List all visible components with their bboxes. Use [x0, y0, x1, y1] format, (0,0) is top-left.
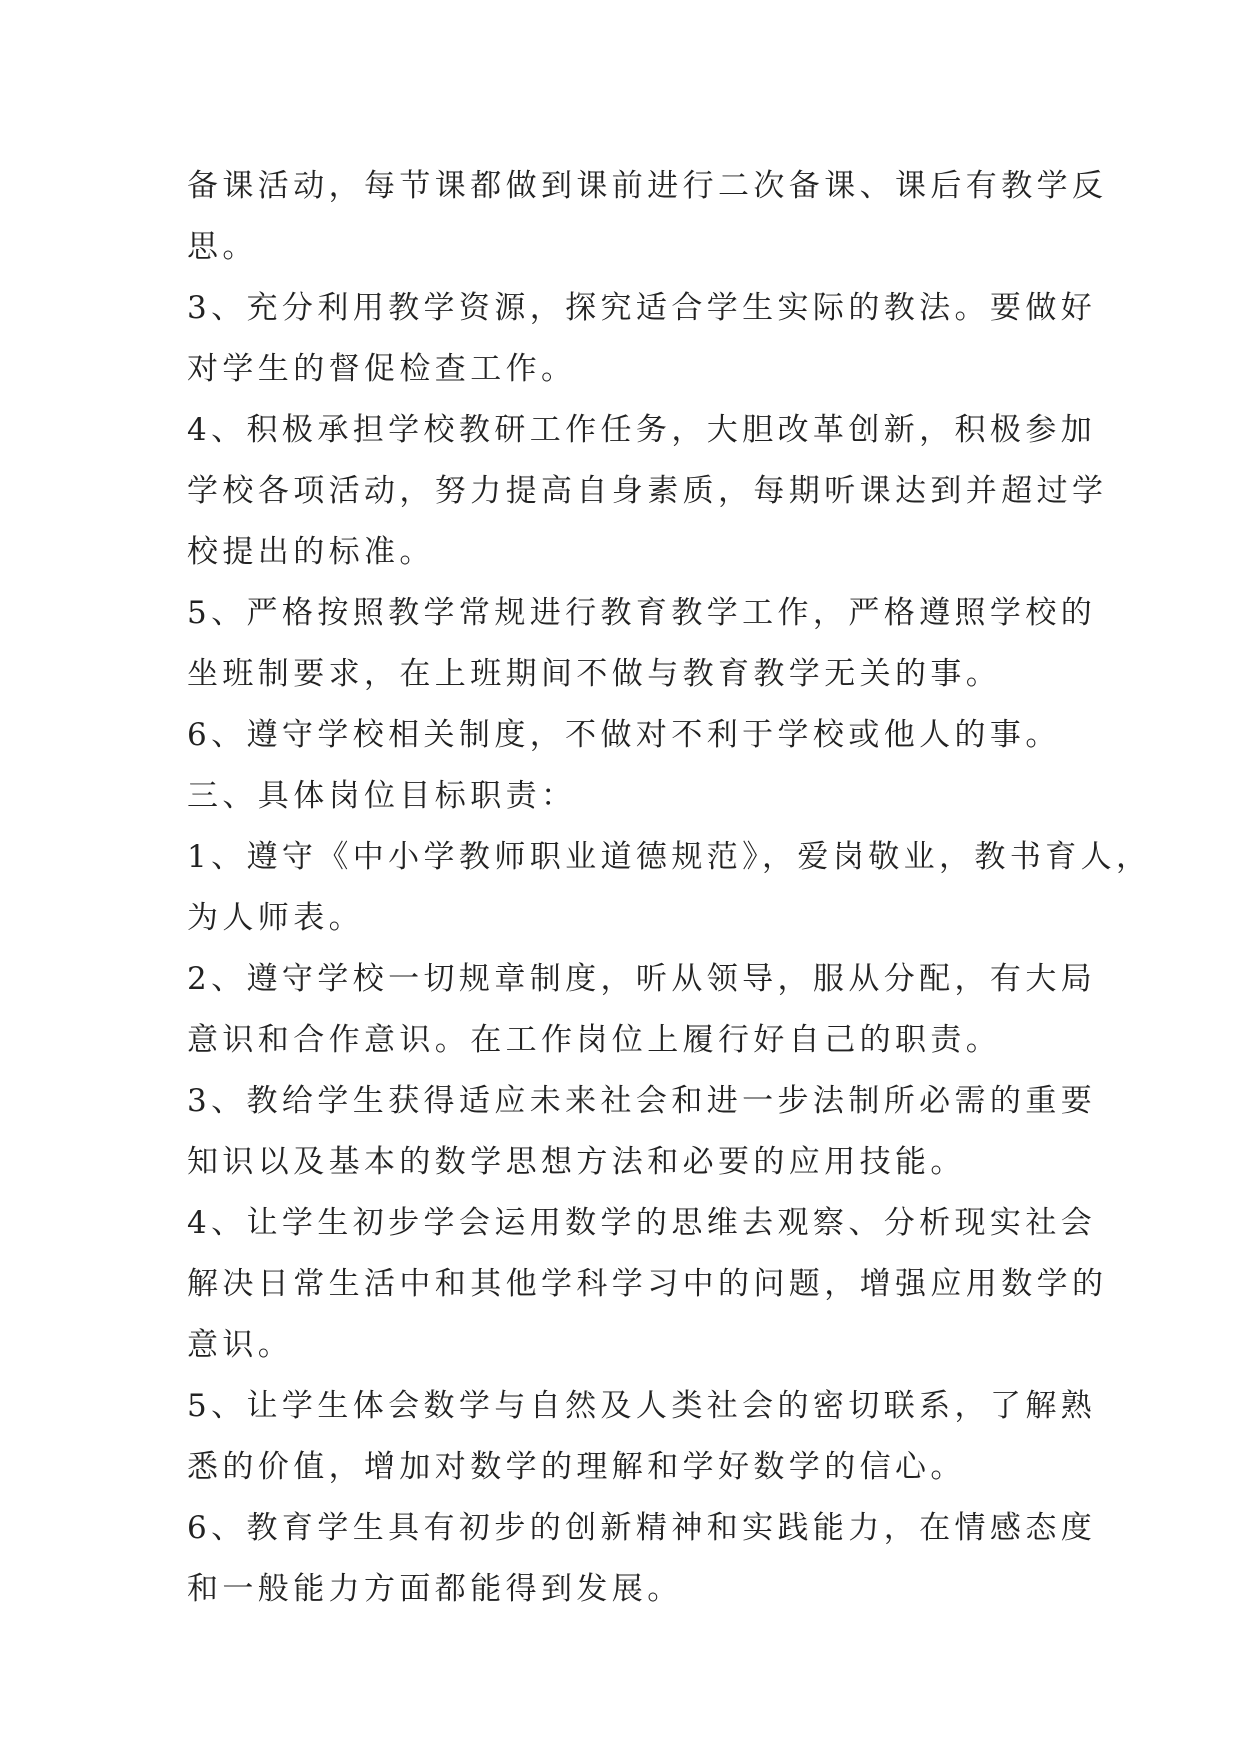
text-line: 6、教育学生具有初步的创新精神和实践能力，在情感态度 [187, 1510, 1097, 1546]
text-line: 3、教给学生获得适应未来社会和进一步法制所必需的重要 [187, 1083, 1097, 1119]
text-line: 校提出的标准。 [187, 534, 435, 570]
text-line: 对学生的督促检查工作。 [187, 351, 577, 387]
text-line: 备课活动，每节课都做到课前进行二次备课、课后有教学反 [187, 168, 1108, 204]
text-line: 坐班制要求，在上班期间不做与教育教学无关的事。 [187, 656, 1002, 692]
text-line: 悉的价值，增加对数学的理解和学好数学的信心。 [187, 1449, 966, 1485]
text-line: 思。 [187, 229, 258, 265]
text-line: 5、严格按照教学常规进行教育教学工作，严格遵照学校的 [187, 595, 1097, 631]
text-line: 学校各项活动，努力提高自身素质，每期听课达到并超过学 [187, 473, 1108, 509]
text-line: 4、积极承担学校教研工作任务，大胆改革创新，积极参加 [187, 412, 1097, 448]
text-line: 2、遵守学校一切规章制度，听从领导，服从分配，有大局 [187, 961, 1097, 997]
text-line: 知识以及基本的数学思想方法和必要的应用技能。 [187, 1144, 966, 1180]
text-line: 意识。 [187, 1327, 294, 1363]
text-line: 1、遵守《中小学教师职业道德规范》，爱岗敬业，教书育人， [187, 839, 1152, 875]
document-body [187, 156, 1152, 1620]
text-line: 意识和合作意识。在工作岗位上履行好自己的职责。 [187, 1022, 1002, 1058]
text-line: 解决日常生活中和其他学科学习中的问题，增强应用数学的 [187, 1266, 1108, 1302]
text-line: 3、充分利用教学资源，探究适合学生实际的教法。要做好 [187, 290, 1097, 326]
section-heading: 三、具体岗位目标职责： [187, 778, 577, 814]
text-line: 4、让学生初步学会运用数学的思维去观察、分析现实社会 [187, 1205, 1097, 1241]
text-line: 6、遵守学校相关制度，不做对不利于学校或他人的事。 [187, 717, 1061, 753]
text-line: 5、让学生体会数学与自然及人类社会的密切联系，了解熟 [187, 1388, 1097, 1424]
text-line: 为人师表。 [187, 900, 364, 936]
text-line: 和一般能力方面都能得到发展。 [187, 1571, 683, 1607]
